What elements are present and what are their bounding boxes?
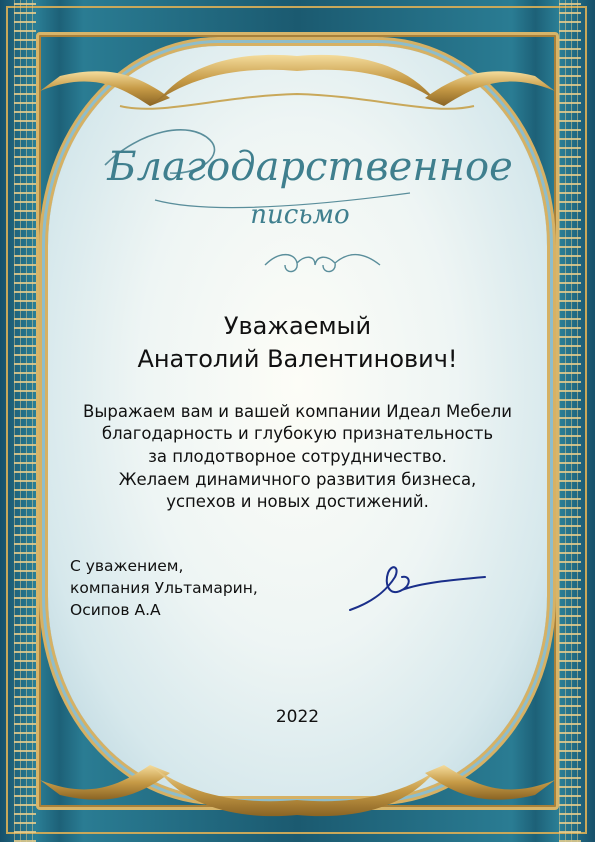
title-line-1: Благодарственное — [107, 144, 513, 190]
closing-line: компания Ультамарин, — [70, 579, 258, 597]
year: 2022 — [275, 707, 320, 727]
closing-line: С уважением, — [70, 557, 184, 575]
handwritten-signature — [340, 555, 500, 625]
body-line: за плодотворное сотрудничество. — [148, 447, 447, 466]
flourish-ornament — [265, 255, 380, 272]
title-area — [80, 105, 515, 285]
body-line: благодарность и глубокую признательность — [101, 424, 494, 443]
body-line: Желаем динамичного развития бизнеса, — [118, 470, 477, 489]
closing-line: Осипов А.А — [70, 601, 161, 619]
body-line: успехов и новых достижений. — [166, 492, 429, 511]
bottom-ribbon-ornament — [0, 720, 595, 830]
greeting-line-2: Анатолий Валентинович! — [137, 345, 458, 373]
greeting-line-1: Уважаемый — [223, 312, 372, 340]
body-line: Выражаем вам и вашей компании Идеал Мебели — [83, 402, 512, 421]
title-line-2: письмо — [250, 200, 350, 230]
